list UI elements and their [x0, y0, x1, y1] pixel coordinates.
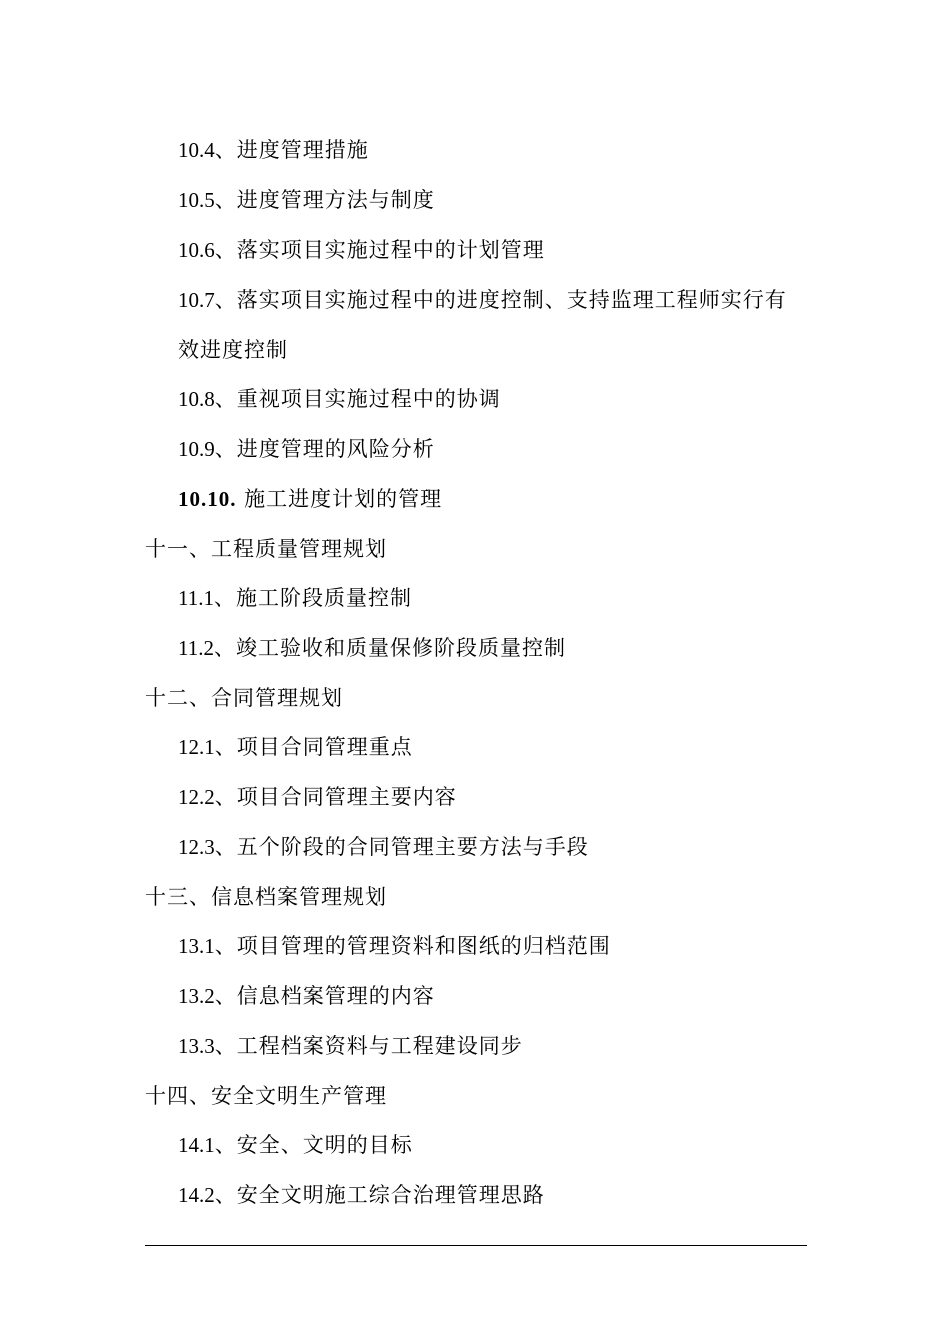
toc-entry-number: 14.1: [178, 1133, 215, 1157]
footer-divider: [145, 1245, 807, 1246]
toc-entry-12-3: [178, 833, 589, 861]
toc-entry-title: 、五个阶段的合同管理主要方法与手段: [214, 835, 589, 859]
toc-chapter-title: 十三、信息档案管理规划: [145, 885, 387, 909]
toc-entry-title: 、信息档案管理的内容: [214, 984, 435, 1008]
toc-entry-number: 14.2: [178, 1183, 215, 1207]
toc-entry-number: 10.4: [178, 138, 215, 162]
toc-entry-title: 、进度管理的风险分析: [214, 437, 435, 461]
toc-chapter-12: [145, 684, 343, 712]
toc-entry-10-5: [178, 186, 435, 214]
toc-entry-number: 12.2: [178, 785, 215, 809]
toc-entry-13-3: [178, 1032, 523, 1060]
toc-entry-title: 、工程档案资料与工程建设同步: [214, 1034, 523, 1058]
toc-entry-title: 、进度管理措施: [214, 138, 369, 162]
toc-chapter-14: [145, 1082, 387, 1110]
toc-entry-10-7-continuation: [178, 336, 288, 364]
toc-chapter-13: [145, 883, 387, 911]
toc-entry-title: 、安全、文明的目标: [214, 1133, 413, 1157]
toc-entry-number: 13.3: [178, 1034, 215, 1058]
toc-entry-11-1: [178, 584, 412, 612]
toc-entry-10-10: [178, 485, 442, 513]
toc-entry-title: 、竣工验收和质量保修阶段质量控制: [213, 636, 566, 660]
toc-entry-14-2: [178, 1181, 545, 1209]
toc-entry-12-1: [178, 733, 413, 761]
toc-entry-title: 、安全文明施工综合治理管理思路: [214, 1183, 545, 1207]
toc-entry-10-9: [178, 435, 435, 463]
toc-entry-title: 施工进度计划的管理: [236, 487, 443, 511]
toc-entry-title: 、施工阶段质量控制: [213, 586, 412, 610]
toc-entry-number: 10.7: [178, 288, 215, 312]
toc-chapter-title: 十二、合同管理规划: [145, 686, 343, 710]
toc-entry-title: 、项目管理的管理资料和图纸的归档范围: [214, 934, 611, 958]
toc-entry-13-2: [178, 982, 435, 1010]
toc-entry-number: 11.2: [178, 636, 214, 660]
toc-entry-title: 、项目合同管理主要内容: [214, 785, 457, 809]
toc-entry-11-2: [178, 634, 566, 662]
toc-entry-title-continuation: 效进度控制: [178, 338, 288, 362]
toc-entry-number: 12.3: [178, 835, 215, 859]
toc-entry-10-7: [178, 286, 787, 314]
toc-entry-title: 、项目合同管理重点: [214, 735, 413, 759]
toc-chapter-title: 十四、安全文明生产管理: [145, 1084, 387, 1108]
toc-entry-number: 10.9: [178, 437, 215, 461]
toc-entry-number: 12.1: [178, 735, 215, 759]
toc-entry-13-1: [178, 932, 611, 960]
toc-entry-14-1: [178, 1131, 413, 1159]
toc-entry-number: 13.1: [178, 934, 215, 958]
toc-entry-title: 、落实项目实施过程中的进度控制、支持监理工程师实行有: [214, 288, 787, 312]
toc-entry-title: 、重视项目实施过程中的协调: [214, 387, 501, 411]
toc-entry-number: 10.6: [178, 238, 215, 262]
toc-entry-number: 10.5: [178, 188, 215, 212]
toc-entry-number: 10.10.: [178, 487, 237, 511]
toc-entry-number: 10.8: [178, 387, 215, 411]
toc-entry-title: 、落实项目实施过程中的计划管理: [214, 238, 545, 262]
toc-entry-number: 13.2: [178, 984, 215, 1008]
toc-entry-10-6: [178, 236, 545, 264]
toc-entry-number: 11.1: [178, 586, 214, 610]
toc-entry-10-8: [178, 385, 501, 413]
toc-entry-title: 、进度管理方法与制度: [214, 188, 435, 212]
toc-chapter-title: 十一、工程质量管理规划: [145, 537, 387, 561]
toc-chapter-11: [145, 535, 387, 563]
toc-entry-12-2: [178, 783, 457, 811]
toc-entry-10-4: [178, 136, 369, 164]
